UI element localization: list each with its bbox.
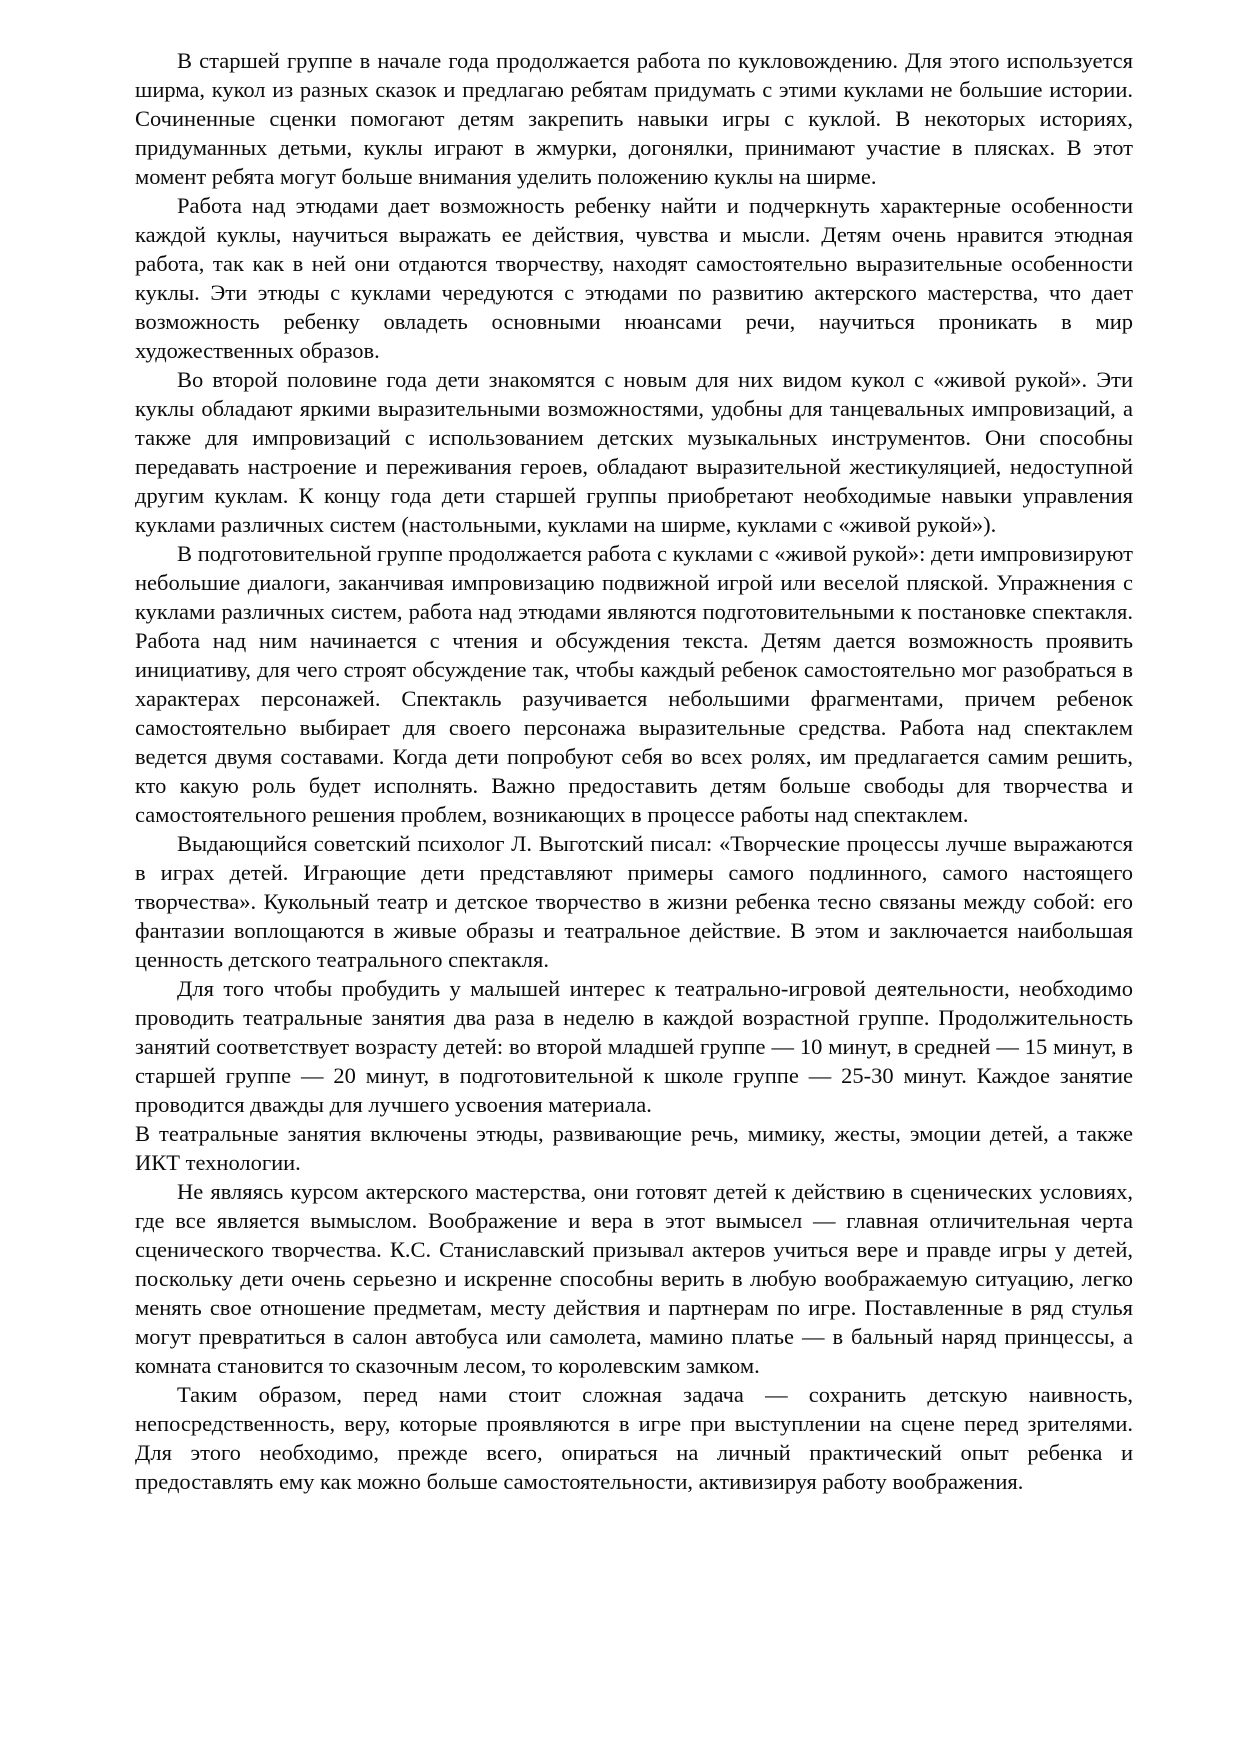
- paragraph-live-hand-puppets: Во второй половине года дети знакомятся с новым для них видом кукол с «живой рукой». Эти куклы обладают яркими выразительными возможностями, удобны для танцевальных импровизаций, а также для импровизаций с использованием детских музыкальных инструментов. Они способны передавать настроение и переживания героев, обладают выразительной жестикуляцией, недоступной другим куклам. К концу года дети старшей группы приобретают необходимые навыки управления куклами различных систем (настольными, куклами на ширме, куклами с «живой рукой»).: [135, 367, 1133, 537]
- paragraph-etude-work: Работа над этюдами дает возможность ребенку найти и подчеркнуть характерные особенности каждой куклы, научиться выражать ее действия, чувства и мысли. Детям очень нравится этюдная работа, так как в ней они отдаются творчеству, находят самостоятельно выразительные особенности куклы. Эти этюды с куклами чередуются с этюдами по развитию актерского мастерства, что дает возможность ребенку овладеть основными нюансами речи, научиться проникать в мир художественных образов.: [135, 193, 1133, 363]
- paragraph-senior-group-puppeteering: В старшей группе в начале года продолжается работа по кукловождению. Для этого используется ширма, кукол из разных сказок и предлагаю ребятам придумать с этими куклами не большие истории. Сочиненные сценки помогают детям закрепить навыки игры с куклой. В некоторых историях, придуманных детьми, куклы играют в жмурки, догонялки, принимают участие в плясках. В этот момент ребята могут больше внимания уделить положению куклы на ширме.: [135, 48, 1133, 189]
- paragraph-vygotsky-quote: Выдающийся советский психолог Л. Выготский писал: «Творческие процессы лучше выражаются в играх детей. Играющие дети представляют примеры самого подлинного, самого настоящего творчества». Кукольный театр и детское творчество в жизни ребенка тесно связаны между собой: его фантазии воплощаются в живые образы и театральное действие. В этом и заключается наибольшая ценность детского театрального спектакля.: [135, 831, 1133, 972]
- paragraph-lesson-contents: В театральные занятия включены этюды, развивающие речь, мимику, жесты, эмоции детей, а также ИКТ технологии.: [135, 1121, 1133, 1175]
- paragraph-preparatory-group-performance: В подготовительной группе продолжается работа с куклами с «живой рукой»: дети импровизируют небольшие диалоги, заканчивая импровизацию подвижной игрой или веселой пляской. Упражнения с куклами различных систем, работа над этюдами являются подготовительными к постановке спектакля. Работа над ним начинается с чтения и обсуждения текста. Детям дается возможность проявить инициативу, для чего строят обсуждение так, чтобы каждый ребенок самостоятельно мог разобраться в характерах персонажей. Спектакль разучивается небольшими фрагментами, причем ребенок самостоятельно выбирает для своего персонажа выразительные средства. Работа над спектаклем ведется двумя составами. Когда дети попробуют себя во всех ролях, им предлагается самим решить, кто какую роль будет исполнять. Важно предоставить детям больше свободы для творчества и самостоятельного решения проблем, возникающих в процессе работы над спектаклем.: [135, 541, 1133, 827]
- document-text-block: [135, 46, 1133, 1496]
- paragraph-stanislavsky: Не являясь курсом актерского мастерства, они готовят детей к действию в сценических условиях, где все является вымыслом. Воображение и вера в этот вымысел — главная отличительная черта сценического творчества. К.С. Станиславский призывал актеров учиться вере и правде игры у детей, поскольку дети очень серьезно и искренне способны верить в любую воображаемую ситуацию, легко менять свое отношение предметам, месту действия и партнерам по игре. Поставленные в ряд стулья могут превратиться в салон автобуса или самолета, мамино платье — в бальный наряд принцессы, а комната становится то сказочным лесом, то королевским замком.: [135, 1179, 1133, 1378]
- paragraph-lesson-duration: Для того чтобы пробудить у малышей интерес к театрально-игровой деятельности, необходимо проводить театральные занятия два раза в неделю в каждой возрастной группе. Продолжительность занятий соответствует возрасту детей: во второй младшей группе — 10 минут, в средней — 15 минут, в старшей группе — 20 минут, в подготовительной к школе группе — 25-30 минут. Каждое занятие проводится дважды для лучшего усвоения материала.: [135, 976, 1133, 1117]
- paragraph-conclusion: Таким образом, перед нами стоит сложная задача — сохранить детскую наивность, непосредственность, веру, которые проявляются в игре при выступлении на сцене перед зрителями. Для этого необходимо, прежде всего, опираться на личный практический опыт ребенка и предоставлять ему как можно больше самостоятельности, активизируя работу воображения.: [135, 1382, 1133, 1494]
